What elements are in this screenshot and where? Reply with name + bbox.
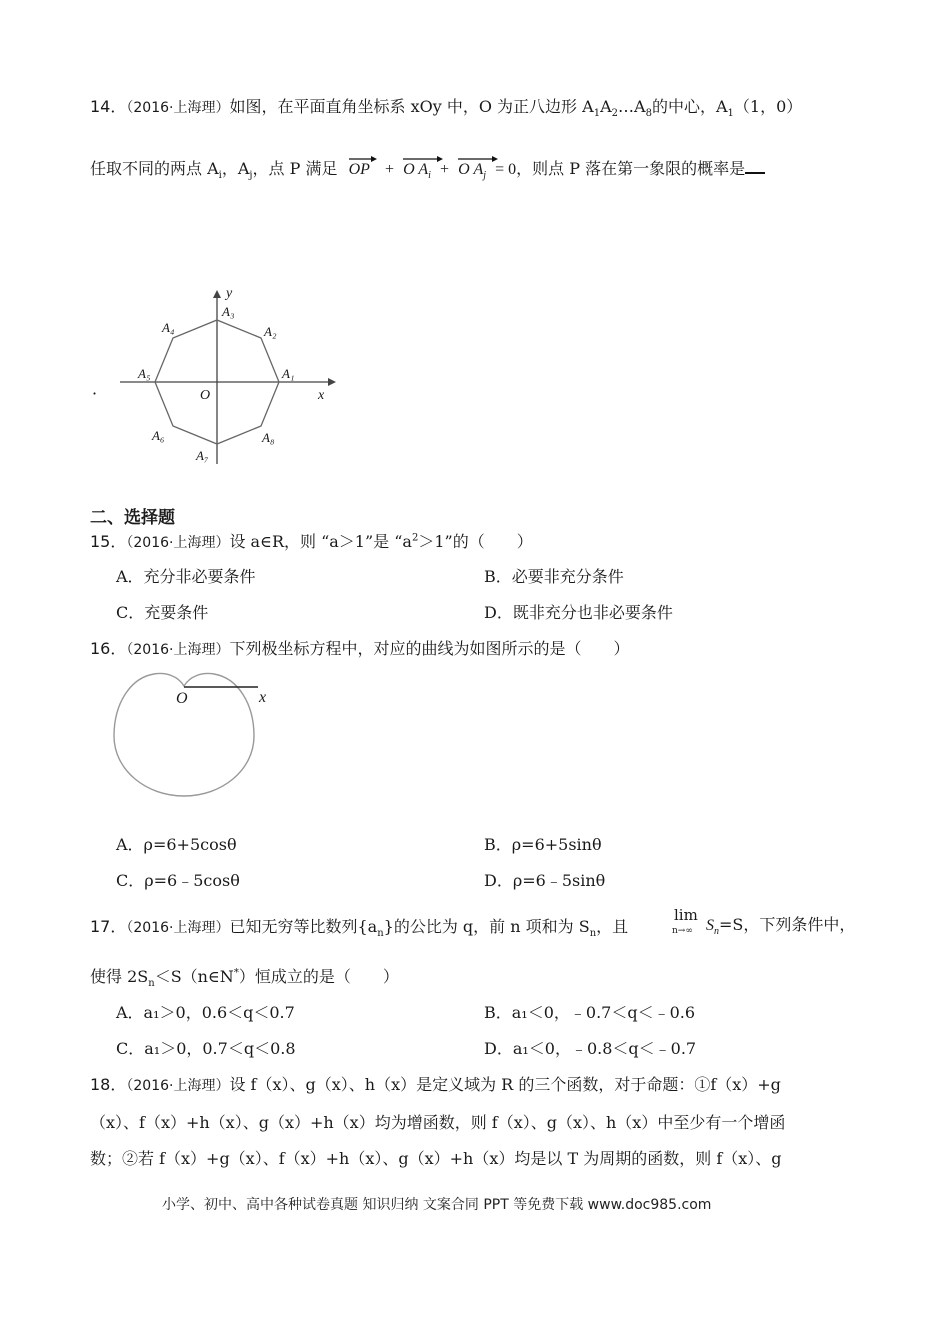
q18-line3: 数；②若 f（x）+g（x）、f（x）+h（x）、g（x）+h（x）均是以 T 为周期的函数，则 f（x）、g — [90, 1149, 782, 1168]
q18-line1: 18．（2016·上海理）设 f（x）、g（x）、h（x）是定义域为 R 的三个函数，对于命题：①f（x）+g — [90, 1075, 781, 1094]
q14-dot: · — [92, 384, 98, 403]
fig-y-label: y — [226, 286, 233, 301]
section-heading: 二、选择题 — [90, 508, 175, 528]
fig-a7: A₇ — [196, 448, 209, 463]
curve-x-label: x — [259, 689, 267, 706]
q16-option-c[interactable]: C．ρ=6﹣5cosθ — [116, 871, 240, 890]
fig-o-label: O — [200, 388, 211, 403]
vector-oai: O $A_i$ — [403, 161, 431, 181]
q17-option-a[interactable]: A．a₁＞0，0.6＜q＜0.7 — [116, 1003, 295, 1022]
fig-a3: A₃ — [222, 304, 235, 319]
q16-stem: 16．（2016·上海理）下列极坐标方程中，对应的曲线为如图所示的是（ ） — [90, 639, 630, 658]
q16-option-b[interactable]: B．ρ=6+5sinθ — [484, 835, 602, 854]
q16-option-a[interactable]: A．ρ=6+5cosθ — [116, 835, 237, 854]
answer-blank — [745, 158, 765, 174]
q17-stem-line1-end: $S_n=S$，下列条件中， — [706, 915, 856, 938]
limit-subscript: n→∞ — [672, 926, 693, 936]
q15-stem: 15．（2016·上海理）设 a∈R，则 “a＞1”是 “$a^2>1$”的（ ） — [90, 532, 533, 551]
q18-line2: （x）、f（x）+h（x）、g（x）+h（x）均为增函数，则 f（x）、g（x）、h（x）中至少有一个增函 — [90, 1113, 786, 1132]
q15-option-b[interactable]: B．必要非充分条件 — [484, 567, 624, 586]
q15-option-a[interactable]: A．充分非必要条件 — [116, 567, 256, 586]
q14-line1: 14．（2016·上海理）如图，在平面直角坐标系 xOy 中，O 为正八边形 $A_1A_2\dots A_8$的中心，$A_1(1$，0） — [90, 97, 803, 120]
q17-stem-line1: 17．（2016·上海理）已知无穷等比数列$\{a_n\}$的公比为 q，前 n 项和为 $S_n$，且 — [90, 917, 629, 940]
fig-x-label: x — [318, 388, 325, 403]
fig-a1: A₁ — [282, 366, 295, 381]
fig-a6: A₆ — [152, 428, 165, 443]
vector-oaj: O $A_j$ — [458, 161, 486, 181]
q17-option-c[interactable]: C．a₁＞0，0.7＜q＜0.8 — [116, 1039, 296, 1058]
fig-a4: A₄ — [162, 320, 175, 335]
q14-line2: 任取不同的两点 $A_i$，$A_j$，点 P 满足 OP + O $A_i$ + O $A_j = 0$，则点 P 落在第一象限的概率是 — [90, 156, 765, 181]
q15-option-d[interactable]: D．既非充分也非必要条件 — [484, 603, 673, 622]
fig-a5: A₅ — [138, 366, 151, 381]
limit-expression: lim — [674, 906, 698, 924]
q17-option-d[interactable]: D．a₁＜0，﹣0.8＜q＜﹣0.7 — [484, 1039, 697, 1058]
fig-a8: A₈ — [262, 430, 275, 445]
vector-op: OP — [349, 161, 370, 179]
page-footer: 小学、初中、高中各种试卷真题 知识归纳 文案合同 PPT 等免费下载 www.doc985.com — [162, 1197, 712, 1213]
fig-a2: A₂ — [264, 324, 277, 339]
q17-option-b[interactable]: B．a₁＜0，﹣0.7＜q＜﹣0.6 — [484, 1003, 696, 1022]
curve-o-label: O — [176, 690, 188, 707]
q16-option-d[interactable]: D．ρ=6﹣5sinθ — [484, 871, 606, 890]
q15-option-c[interactable]: C．充要条件 — [116, 603, 209, 622]
polar-curve-figure — [108, 664, 278, 804]
q17-stem-line2: 使得 $2S_n<S(n\in N^*)$恒成立的是（ ） — [90, 967, 399, 990]
